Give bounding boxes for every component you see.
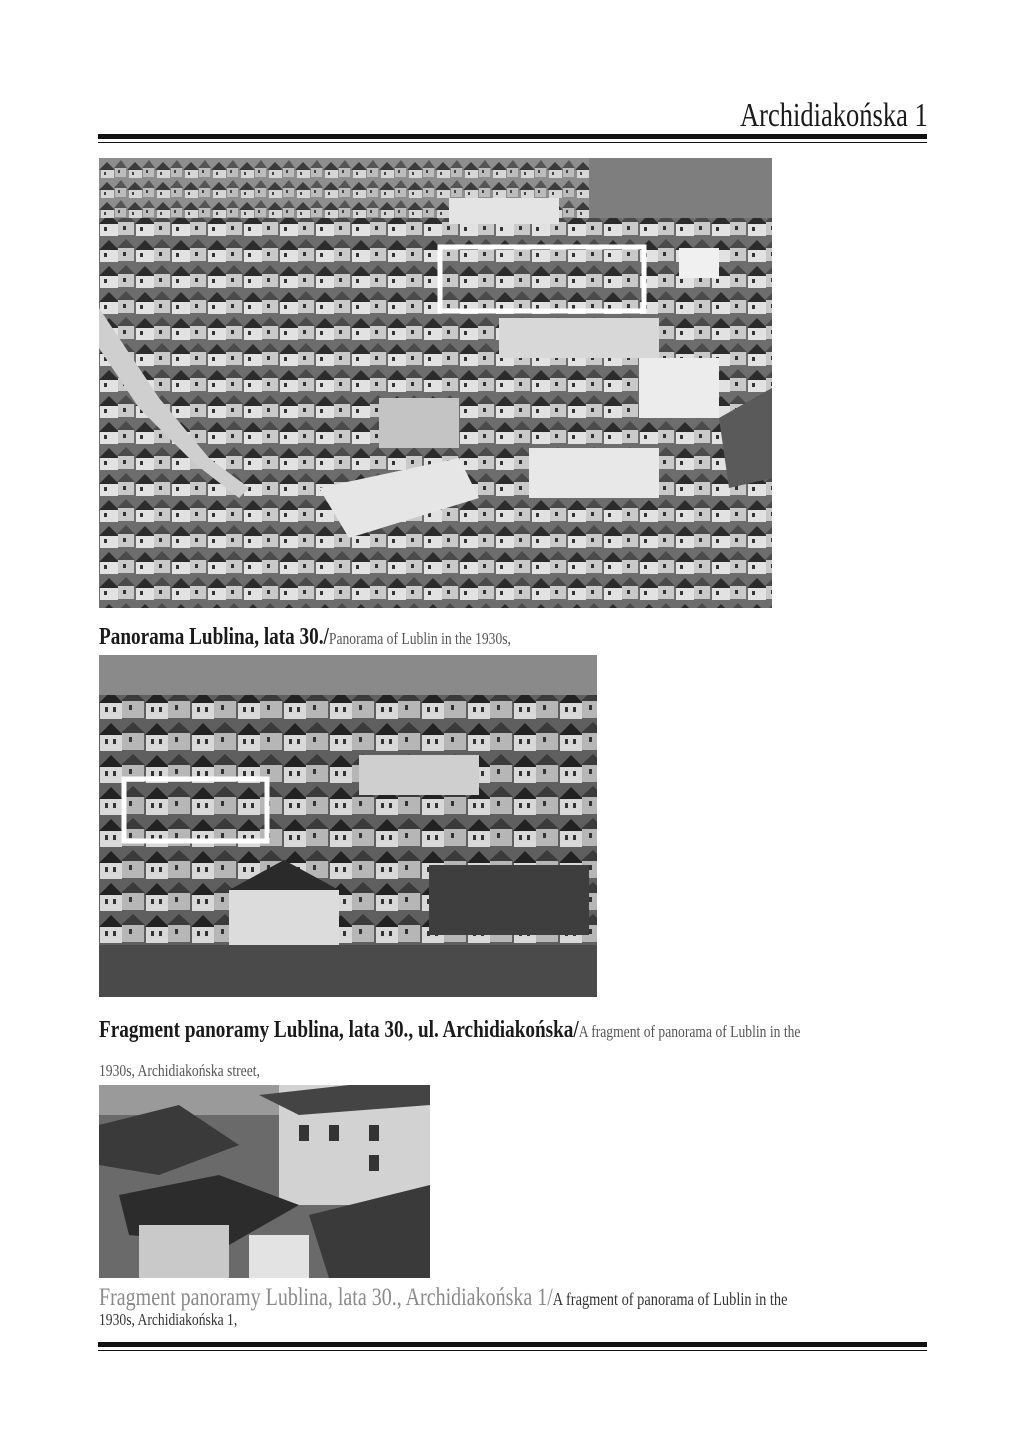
fragment-image	[99, 655, 597, 997]
caption-fragment-en-line2: 1930s, Archidiakońska street,	[99, 1061, 260, 1080]
panorama-image	[99, 158, 772, 608]
caption-panorama-en: Panorama of Lublin in the 1930s,	[328, 629, 511, 648]
page-title: Archidiakońska 1	[740, 97, 928, 134]
caption-fragment-pl: Fragment panoramy Lublina, lata 30., ul. Archidiakońska/	[99, 1017, 579, 1043]
caption-closeup	[99, 1284, 788, 1312]
bottom-rule	[98, 1342, 927, 1351]
caption-closeup-en-line1: A fragment of panorama of Lublin in the	[552, 1289, 788, 1309]
panorama-photo	[99, 158, 772, 608]
closeup-photo	[99, 1085, 430, 1278]
caption-fragment	[99, 1017, 800, 1044]
fragment-photo	[99, 655, 597, 997]
closeup-image	[99, 1085, 430, 1278]
caption-panorama-pl: Panorama Lublina, lata 30./	[99, 624, 329, 650]
top-rule	[98, 134, 927, 143]
caption-panorama	[99, 624, 511, 651]
caption-fragment-en-line1: A fragment of panorama of Lublin in the	[578, 1022, 801, 1041]
caption-closeup-pl: Fragment panoramy Lublina, lata 30., Archidiakońska 1/	[99, 1284, 553, 1311]
caption-closeup-en-line2: 1930s, Archidiakońska 1,	[99, 1310, 238, 1329]
